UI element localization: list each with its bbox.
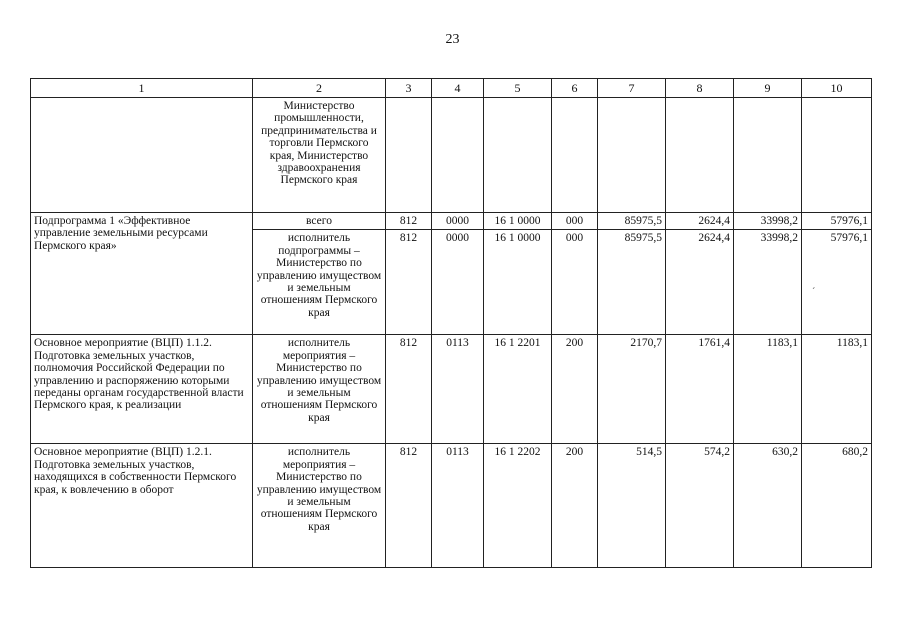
cell-c3: 812 — [386, 335, 432, 444]
cell-c10: 680,2 — [802, 444, 872, 568]
cell-c6: 200 — [552, 335, 598, 444]
cell-c7: 2170,7 — [598, 335, 666, 444]
cell-c4: 0000 — [432, 212, 484, 229]
row-name — [31, 97, 253, 212]
column-header-9: 9 — [734, 79, 802, 98]
cell-c6: 000 — [552, 212, 598, 229]
cell-c8: 1761,4 — [666, 335, 734, 444]
cell-c9: 630,2 — [734, 444, 802, 568]
cell-c8: 2624,4 — [666, 230, 734, 335]
header-row — [31, 79, 872, 98]
cell-c8: 2624,4 — [666, 212, 734, 229]
column-header-7: 7 — [598, 79, 666, 98]
column-header-5: 5 — [484, 79, 552, 98]
subprogram-name: Подпрограмма 1 «Эффективное управление земельными ресурсами Пермского края» — [31, 212, 253, 334]
column-header-3: 3 — [386, 79, 432, 98]
cell-c8: 574,2 — [666, 444, 734, 568]
cell-c7: 514,5 — [598, 444, 666, 568]
column-header-4: 4 — [432, 79, 484, 98]
cell-c9: 33998,2 — [734, 230, 802, 335]
row-executor: всего — [253, 212, 386, 229]
cell-c3: 812 — [386, 230, 432, 335]
column-header-1: 1 — [31, 79, 253, 98]
cell-c10: 57976,1 — [802, 212, 872, 229]
table-row-measure-1-2-1 — [31, 444, 872, 568]
row-executor: исполнитель подпрограммы – Министерство по управлению имуществом и земельным отношениям Пермского края — [253, 230, 386, 335]
column-header-10: 10 — [802, 79, 872, 98]
row-name: Основное мероприятие (ВЦП) 1.1.2. Подготовка земельных участков, полномочия Российской Федерации по управлению и распоряжению которыми переданы органам государственной власти Пермского края, к реализации — [31, 335, 253, 444]
cell-c4: 0113 — [432, 444, 484, 568]
budget-table — [30, 78, 872, 568]
cell-c10: 57976,1 — [802, 230, 872, 335]
column-header-8: 8 — [666, 79, 734, 98]
page-number: 23 — [445, 32, 460, 47]
cell-c5: 16 1 0000 — [484, 212, 552, 229]
cell-c5: 16 1 0000 — [484, 230, 552, 335]
cell-c6: 000 — [552, 230, 598, 335]
cell-c3: 812 — [386, 212, 432, 229]
cell-c10: 1183,1 — [802, 335, 872, 444]
row-executor: Министерство промышленности, предпринимательства и торговли Пермского края, Министерство здравоохранения Пермского края — [253, 97, 386, 212]
cell-c3: 812 — [386, 444, 432, 568]
cell-c4: 0000 — [432, 230, 484, 335]
table-row-subprogram-total — [31, 212, 872, 229]
cell-c9: 33998,2 — [734, 212, 802, 229]
cell-c4: 0113 — [432, 335, 484, 444]
row-name: Основное мероприятие (ВЦП) 1.2.1. Подготовка земельных участков, находящихся в собственности Пермского края, к вовлечению в оборот — [31, 444, 253, 568]
cell-c6: 200 — [552, 444, 598, 568]
cell-c9: 1183,1 — [734, 335, 802, 444]
row-executor: исполнитель мероприятия – Министерство по управлению имуществом и земельным отношениям Пермского края — [253, 444, 386, 568]
scan-mark: ˊ — [812, 287, 816, 298]
cell-c5: 16 1 2201 — [484, 335, 552, 444]
cell-c5: 16 1 2202 — [484, 444, 552, 568]
column-header-6: 6 — [552, 79, 598, 98]
column-header-2: 2 — [253, 79, 386, 98]
cell-c7: 85975,5 — [598, 230, 666, 335]
table-row-continuation — [31, 97, 872, 212]
cell-c7: 85975,5 — [598, 212, 666, 229]
row-executor: исполнитель мероприятия – Министерство по управлению имуществом и земельным отношениям Пермского края — [253, 335, 386, 444]
table-row-measure-1-1-2 — [31, 335, 872, 444]
